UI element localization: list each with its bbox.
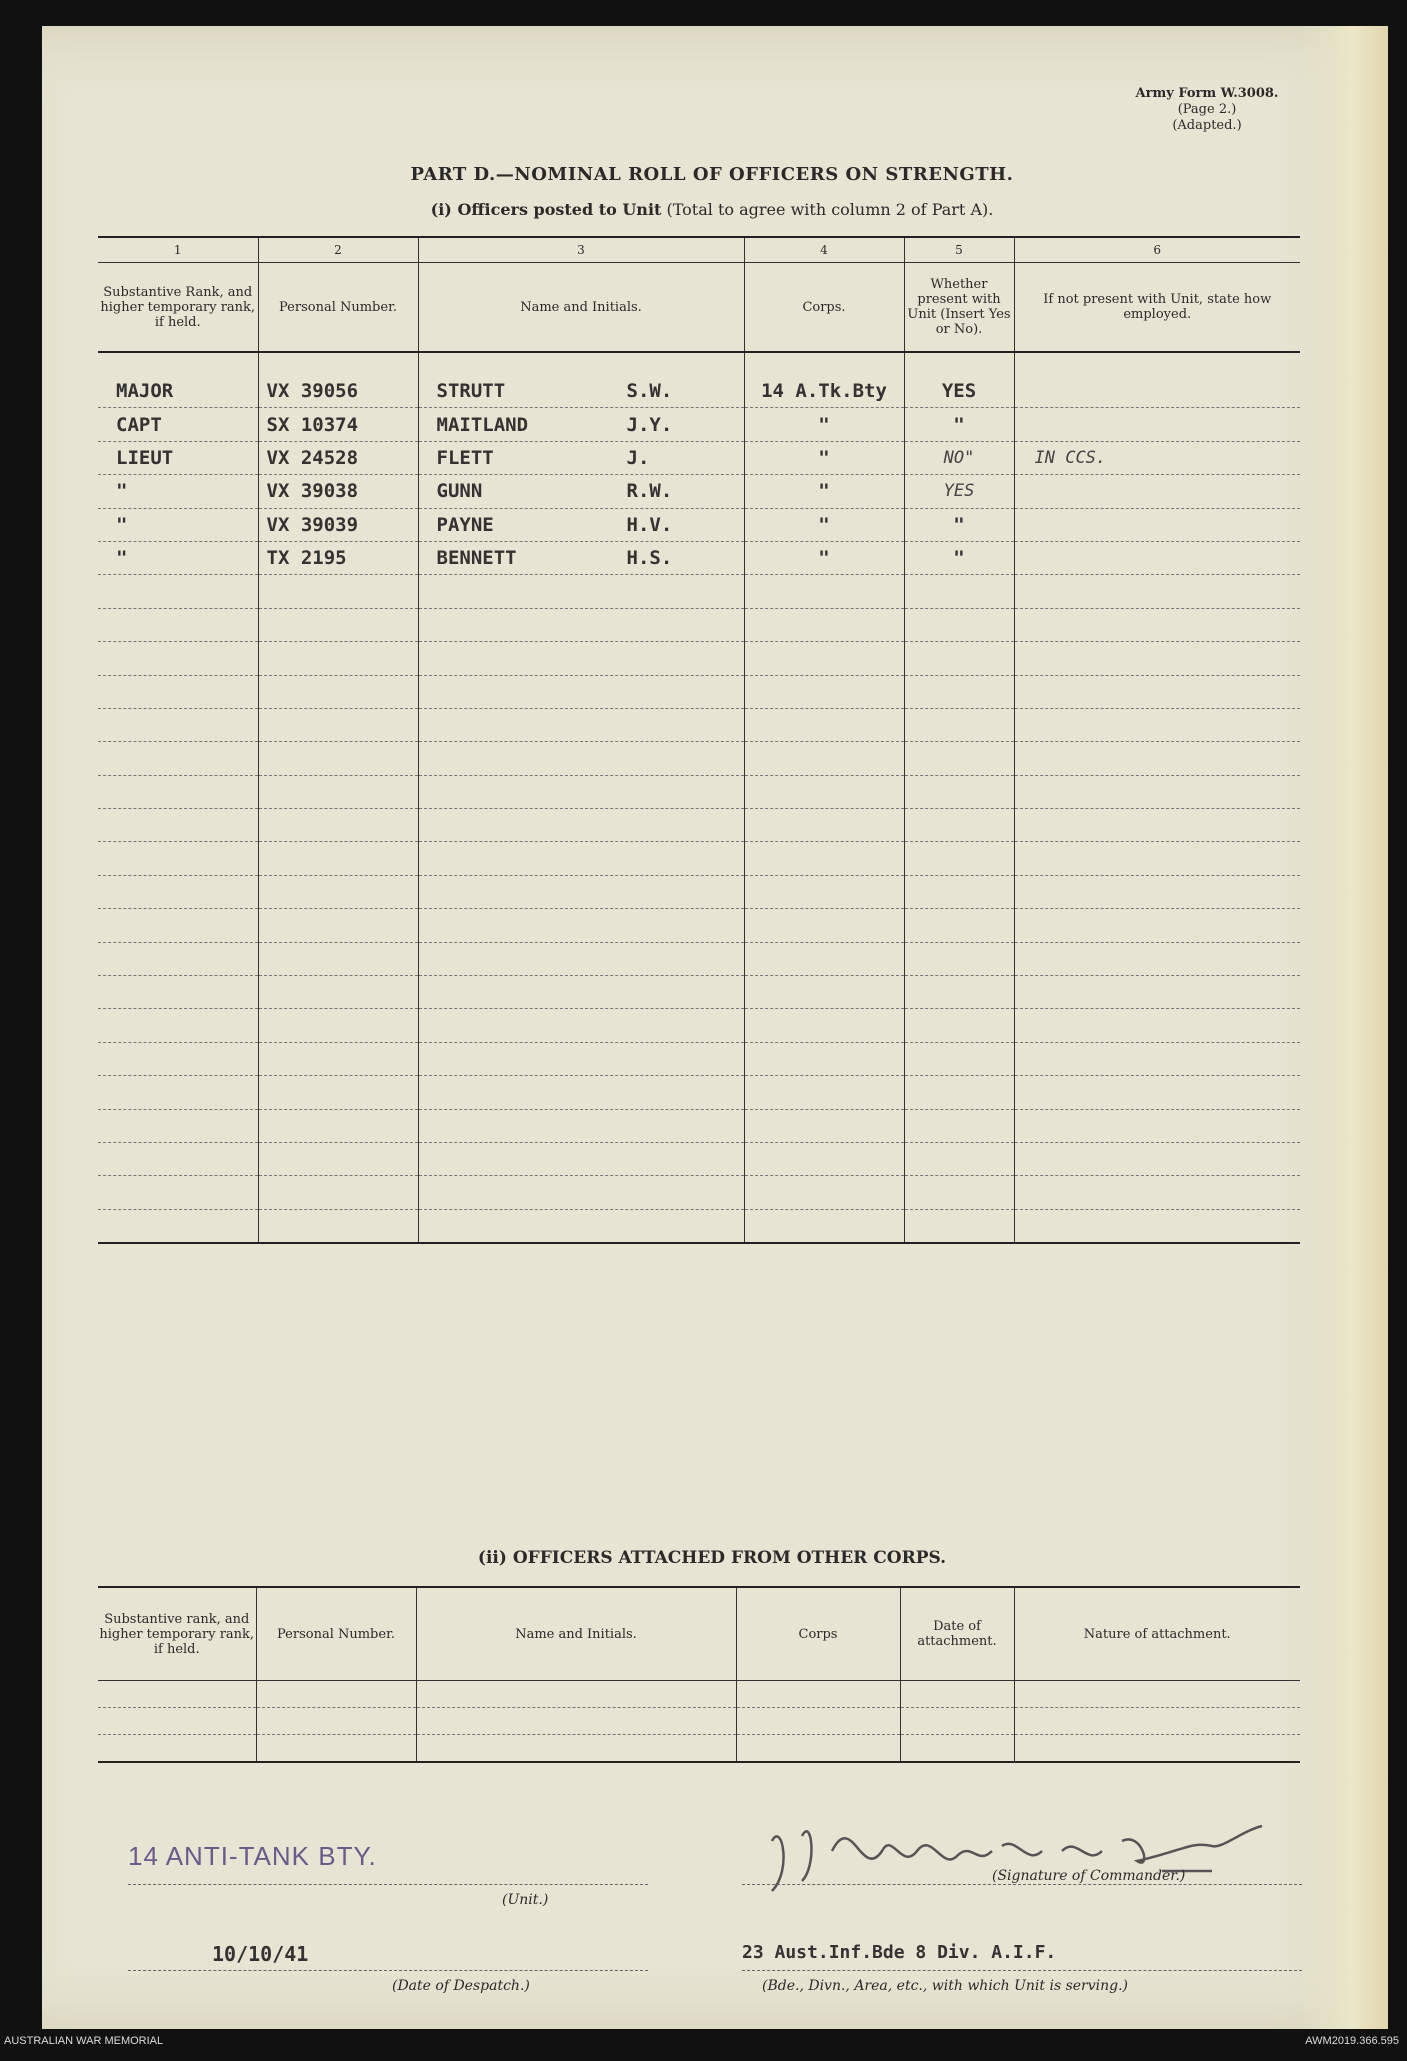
cell-name [418,441,744,474]
cell-rank: LIEUT [98,441,258,474]
cell-personal-number [258,675,418,708]
cell-corps: " [744,508,904,541]
cell-corps [744,708,904,741]
officer-surname: MAITLAND [436,413,529,436]
date-caption: (Date of Despatch.) [392,1978,530,1994]
cell-personal-number [258,708,418,741]
torn-edge [1298,26,1388,2029]
cell-personal-number [258,1042,418,1075]
cell-present: " [904,541,1014,574]
officer-surname: PAYNE [436,513,494,536]
cell-personal-number [258,775,418,808]
cell-corps [744,842,904,875]
brigade-division: 23 Aust.Inf.Bde 8 Div. A.I.F. [742,1942,1057,1963]
cell-rank [98,809,258,842]
cell-employed [1014,942,1300,975]
table-row [98,1076,1300,1109]
subtitle-bold: (i) Officers posted to Unit [430,200,662,219]
header-nature: Nature of attachment. [1014,1587,1300,1681]
cell-name [418,642,744,675]
cell-employed [1014,675,1300,708]
subtitle-rest: (Total to agree with column 2 of Part A). [661,200,994,219]
cell-corps [744,742,904,775]
cell-personal-number [258,942,418,975]
cell-personal-number: VX 39039 [258,508,418,541]
cell-employed [1014,575,1300,608]
cell-name [418,909,744,942]
cell-present [904,575,1014,608]
col-number: 6 [1014,237,1300,263]
cell-employed [1014,909,1300,942]
cell-employed [1014,809,1300,842]
cell-employed [1014,475,1300,508]
form-page [42,26,1382,2029]
section-subtitle [42,200,1382,219]
cell-name [418,742,744,775]
cell-name [418,1176,744,1209]
cell-rank [98,708,258,741]
officer-initials: S.W. [626,380,673,403]
header-name: Name and Initials. [416,1587,736,1681]
cell-personal-number: VX 39056 [258,375,418,408]
header-employed: If not present with Unit, state how employed. [1014,263,1300,353]
cell-personal-number [258,742,418,775]
table-row [98,942,1300,975]
cell-employed [1014,1176,1300,1209]
brigade-caption: (Bde., Divn., Area, etc., with which Unit is serving.) [762,1978,1129,1994]
cell-corps [744,809,904,842]
cell-rank [98,842,258,875]
cell-present [904,1009,1014,1042]
cell-name [418,875,744,908]
cell-employed [1014,1209,1300,1243]
header-row [98,1587,1300,1681]
table-row [98,1209,1300,1243]
cell-personal-number [258,1109,418,1142]
table-row [98,976,1300,1009]
form-adapted: (Adapted.) [1172,118,1242,133]
table-row [98,541,1300,574]
col-number: 4 [744,237,904,263]
cell-personal-number [258,809,418,842]
spacer-row [98,352,1300,375]
cell-present [904,875,1014,908]
cell-rank [98,1076,258,1109]
cell-name [418,775,744,808]
cell-corps [744,1176,904,1209]
cell-corps [744,942,904,975]
cell-rank [98,608,258,641]
cell-name [418,942,744,975]
cell-rank [98,875,258,908]
officer-surname: STRUTT [436,380,506,403]
cell-name [418,809,744,842]
credit-left: AUSTRALIAN WAR MEMORIAL [4,2035,164,2047]
cell-employed [1014,642,1300,675]
cell-corps: " [744,475,904,508]
cell-present [904,1076,1014,1109]
cell-present: " [904,508,1014,541]
attached-title: (ii) OFFICERS ATTACHED FROM OTHER CORPS. [477,1548,947,1568]
cell-rank [98,642,258,675]
cell-rank [98,976,258,1009]
header-personal-number: Personal Number. [258,263,418,353]
cell-rank: " [98,541,258,574]
cell-employed [1014,708,1300,741]
cell-corps [744,575,904,608]
cell-rank [98,1109,258,1142]
table-row [98,1042,1300,1075]
cell-name [418,608,744,641]
column-number-row [98,237,1300,263]
cell-corps [744,1109,904,1142]
cell-personal-number [258,1176,418,1209]
commander-signature [742,1811,1302,1901]
cell-employed [1014,375,1300,408]
header-row [98,263,1300,353]
officer-initials: J.Y. [626,413,673,436]
officer-surname: GUNN [436,480,483,503]
cell-present [904,608,1014,641]
officers-posted-table [98,236,1300,1244]
cell-corps: " [744,541,904,574]
table-row [98,475,1300,508]
brigade-line [742,1970,1302,1971]
cell-name [418,508,744,541]
cell-present: NO" [904,441,1014,474]
cell-name [418,1009,744,1042]
cell-rank [98,1209,258,1243]
table-row [98,642,1300,675]
cell-rank: " [98,508,258,541]
signature-line [742,1884,1302,1885]
part-title: PART D.—NOMINAL ROLL OF OFFICERS ON STRENGTH. [410,164,1014,185]
cell-personal-number [258,875,418,908]
cell-employed [1014,1076,1300,1109]
table-row [98,875,1300,908]
cell-rank [98,775,258,808]
cell-corps [744,1076,904,1109]
unit-stamp: 14 ANTI-TANK BTY. [128,1841,377,1871]
cell-name [418,675,744,708]
header-personal-number: Personal Number. [256,1587,416,1681]
cell-present [904,809,1014,842]
cell-corps [744,1142,904,1175]
cell-present [904,1209,1014,1243]
cell-corps: " [744,408,904,441]
officer-initials: H.S. [626,547,673,570]
header-name: Name and Initials. [418,263,744,353]
table-row [98,508,1300,541]
cell-present: " [904,408,1014,441]
table-row [98,575,1300,608]
header-corps: Corps. [744,263,904,353]
cell-name [418,708,744,741]
cell-employed [1014,1009,1300,1042]
table-row [98,1735,1300,1763]
cell-employed [1014,976,1300,1009]
cell-rank [98,1176,258,1209]
cell-personal-number: VX 24528 [258,441,418,474]
table-row [98,408,1300,441]
cell-present [904,708,1014,741]
table-row [98,675,1300,708]
col-number: 1 [98,237,258,263]
cell-name [418,1142,744,1175]
cell-name [418,541,744,574]
date-line [128,1970,648,1971]
cell-rank [98,575,258,608]
cell-employed [1014,842,1300,875]
table-row [98,909,1300,942]
cell-rank: CAPT [98,408,258,441]
table-row [98,742,1300,775]
unit-line [128,1884,648,1885]
cell-employed [1014,541,1300,574]
cell-rank: " [98,475,258,508]
header-corps: Corps [736,1587,900,1681]
form-identifier [1092,86,1322,134]
cell-personal-number: TX 2195 [258,541,418,574]
cell-rank [98,1142,258,1175]
table-row [98,1681,1300,1708]
officer-surname: FLETT [436,446,494,469]
cell-rank [98,675,258,708]
cell-present [904,742,1014,775]
signature-caption: (Signature of Commander.) [992,1868,1186,1884]
cell-present [904,842,1014,875]
col-number: 5 [904,237,1014,263]
cell-rank [98,1042,258,1075]
officer-initials: J. [626,446,650,469]
cell-employed [1014,742,1300,775]
table-row [98,375,1300,408]
cell-corps [744,1009,904,1042]
cell-corps [744,675,904,708]
table-row [98,809,1300,842]
cell-corps [744,608,904,641]
cell-name [418,976,744,1009]
cell-present [904,1142,1014,1175]
officers-attached-table [98,1586,1300,1763]
cell-personal-number [258,842,418,875]
table-row [98,1708,1300,1735]
cell-corps [744,909,904,942]
cell-personal-number [258,1009,418,1042]
header-rank: Substantive rank, and higher temporary rank, if held. [98,1587,256,1681]
cell-rank: MAJOR [98,375,258,408]
cell-personal-number [258,608,418,641]
cell-rank [98,1009,258,1042]
cell-personal-number: SX 10374 [258,408,418,441]
cell-name [418,375,744,408]
col-number: 2 [258,237,418,263]
cell-present [904,942,1014,975]
credit-right: AWM2019.366.595 [1305,2035,1399,2047]
cell-present: YES [904,475,1014,508]
cell-employed [1014,1109,1300,1142]
table-row [98,1109,1300,1142]
cell-rank [98,942,258,975]
cell-employed [1014,1142,1300,1175]
cell-personal-number [258,1076,418,1109]
cell-name [418,1109,744,1142]
cell-corps [744,642,904,675]
officer-initials: R.W. [626,480,673,503]
header-rank: Substantive Rank, and higher temporary rank, if held. [98,263,258,353]
cell-personal-number [258,976,418,1009]
cell-corps [744,976,904,1009]
table-row [98,842,1300,875]
cell-corps [744,1042,904,1075]
table-row [98,1009,1300,1042]
roll-body [98,375,1300,1243]
officer-initials: H.V. [626,513,673,536]
cell-name [418,408,744,441]
cell-employed [1014,508,1300,541]
cell-personal-number [258,575,418,608]
table-row [98,441,1300,474]
cell-corps [744,875,904,908]
cell-name [418,1209,744,1243]
table-row [98,1142,1300,1175]
cell-present [904,976,1014,1009]
cell-personal-number [258,909,418,942]
unit-caption: (Unit.) [502,1892,549,1908]
header-date: Date of attachment. [900,1587,1014,1681]
cell-personal-number [258,642,418,675]
col-number: 3 [418,237,744,263]
form-number: Army Form W.3008. [1135,86,1279,101]
cell-present [904,909,1014,942]
cell-employed: IN CCS. [1014,441,1300,474]
cell-employed [1014,875,1300,908]
cell-rank [98,909,258,942]
form-page-number: (Page 2.) [1177,102,1237,117]
cell-personal-number [258,1209,418,1243]
cell-present [904,775,1014,808]
table-row [98,775,1300,808]
table-row [98,608,1300,641]
cell-present [904,642,1014,675]
table-row [98,1176,1300,1209]
cell-name [418,575,744,608]
cell-present: YES [904,375,1014,408]
header-present: Whether present with Unit (Insert Yes or No). [904,263,1014,353]
cell-corps [744,1209,904,1243]
cell-employed [1014,408,1300,441]
cell-personal-number [258,1142,418,1175]
cell-name [418,842,744,875]
cell-name [418,475,744,508]
despatch-date: 10/10/41 [212,1942,309,1966]
cell-present [904,1176,1014,1209]
table-row [98,708,1300,741]
cell-employed [1014,1042,1300,1075]
cell-name [418,1042,744,1075]
cell-employed [1014,608,1300,641]
cell-corps [744,775,904,808]
cell-present [904,1109,1014,1142]
cell-corps: 14 A.Tk.Bty [744,375,904,408]
cell-corps: " [744,441,904,474]
officer-surname: BENNETT [436,547,517,570]
cell-rank [98,742,258,775]
cell-employed [1014,775,1300,808]
cell-present [904,1042,1014,1075]
cell-present [904,675,1014,708]
cell-name [418,1076,744,1109]
cell-personal-number: VX 39038 [258,475,418,508]
